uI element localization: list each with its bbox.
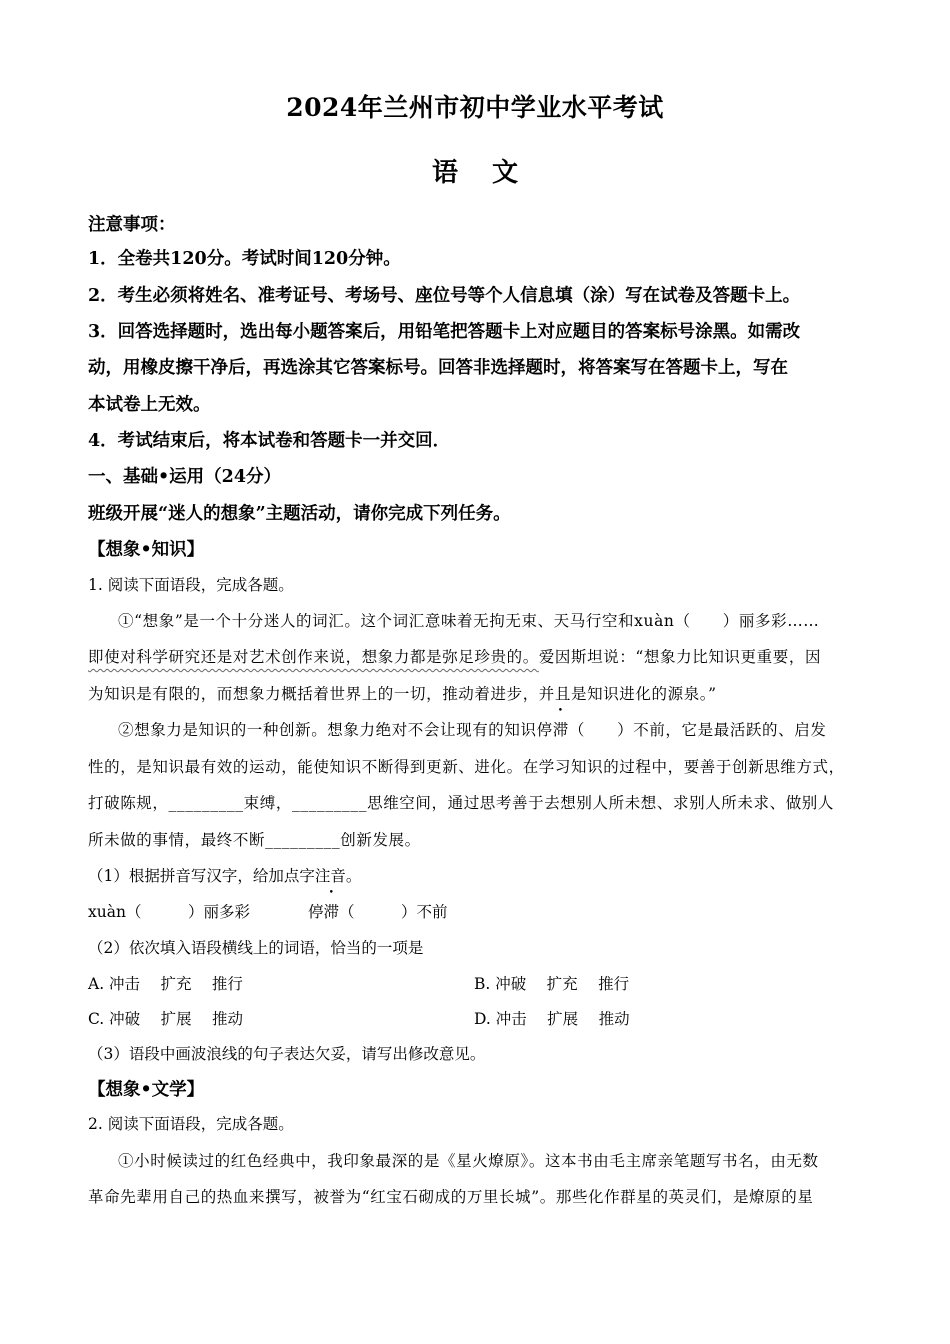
note-item: 动，用橡皮擦干净后，再选涂其它答案标号。回答非选择题时，将答案写在答题卡上，写在 [88,358,788,378]
subject-title: 语文 [431,158,552,188]
option-b: B. 冲破 扩充 推行 [474,975,630,993]
sub-question: （3）语段中画波浪线的句子表达欠妥，请写出修改意见。 [88,1045,486,1063]
passage-line: 为知识是有限的，而想象力概括着世界上的一切，推动着进步，并且是知识进化的源泉。” [88,685,717,703]
sub-question: （1）根据拼音写汉字，给加点字注音。 [88,867,362,885]
passage-line: 革命先辈用自己的热血来撰写，被誉为“红宝石砌成的万里长城”。那些化作群星的英灵们，是燎原的星 [88,1188,814,1206]
dotted-character: 滞 [552,721,569,739]
part-label: 【想象•文学】 [88,1080,205,1100]
passage-line: 所未做的事情，最终不断_________创新发展。 [88,831,421,849]
option-a: A. 冲击 扩充 推行 [88,975,243,993]
activity-intro: 班级开展“迷人的想象”主题活动，请你完成下列任务。 [88,504,511,524]
question-stem: 2. 阅读下面语段，完成各题。 [88,1115,294,1133]
question-stem: 1. 阅读下面语段，完成各题。 [88,576,294,594]
option-c: C. 冲破 扩展 推动 [88,1010,244,1028]
note-item: 3．回答选择题时，选出每小题答案后，用铅笔把答题卡上对应题目的答案标号涂黑。如需改 [88,322,801,342]
exam-title: 2024年兰州市初中学业水平考试 [286,93,664,122]
passage-line: ②想象力是知识的一种创新。想象力绝对不会让现有的知识停滞（ ）不前，它是最活跃的、启发 [118,718,826,740]
passage-line: 即使对科学研究还是对艺术创作来说，想象力都是弥足珍贵的。爱因斯坦说：“想象力比知识更重要，因 [88,648,822,666]
note-item: 本试卷上无效。 [88,395,211,415]
note-item: 2．考生必须将姓名、准考证号、考场号、座位号等个人信息填（涂）写在试卷及答题卡上。 [88,286,801,306]
dotted-character: 滞 [323,903,339,921]
passage-line: 打破陈规，_________束缚，_________思维空间，通过思考善于去想别人所未想、求别人所未求、做别人 [88,794,835,812]
passage-line: 性的，是知识最有效的运动，能使知识不断得到更新、进化。在学习知识的过程中，要善于创新思维方式， [88,758,845,776]
wavy-underlined-sentence: 即使对科学研究还是对艺术创作来说，想象力都是弥足珍贵的。 [88,648,539,666]
part-label: 【想象•知识】 [88,540,205,560]
note-item: 1．全卷共120分。考试时间120分钟。 [88,249,401,269]
pinyin-item: xuàn（ ）丽多彩 停滞（ ）不前 [88,900,448,922]
option-d: D. 冲击 扩展 推动 [474,1010,630,1028]
passage-line: ①小时候读过的红色经典中，我印象最深的是《星火燎原》。这本书由毛主席亲笔题写书名，由无数 [118,1152,819,1170]
section-heading: 一、基础•运用（24分） [88,467,282,487]
passage-line: ①“想象”是一个十分迷人的词汇。这个词汇意味着无拘无束、天马行空和xuàn（ ）丽多彩…… [118,612,820,630]
note-item: 4．考试结束后，将本试卷和答题卡一并交回． [88,431,451,451]
notes-heading: 注意事项： [88,215,176,235]
sub-question: （2）依次填入语段横线上的词语，恰当的一项是 [88,939,424,957]
